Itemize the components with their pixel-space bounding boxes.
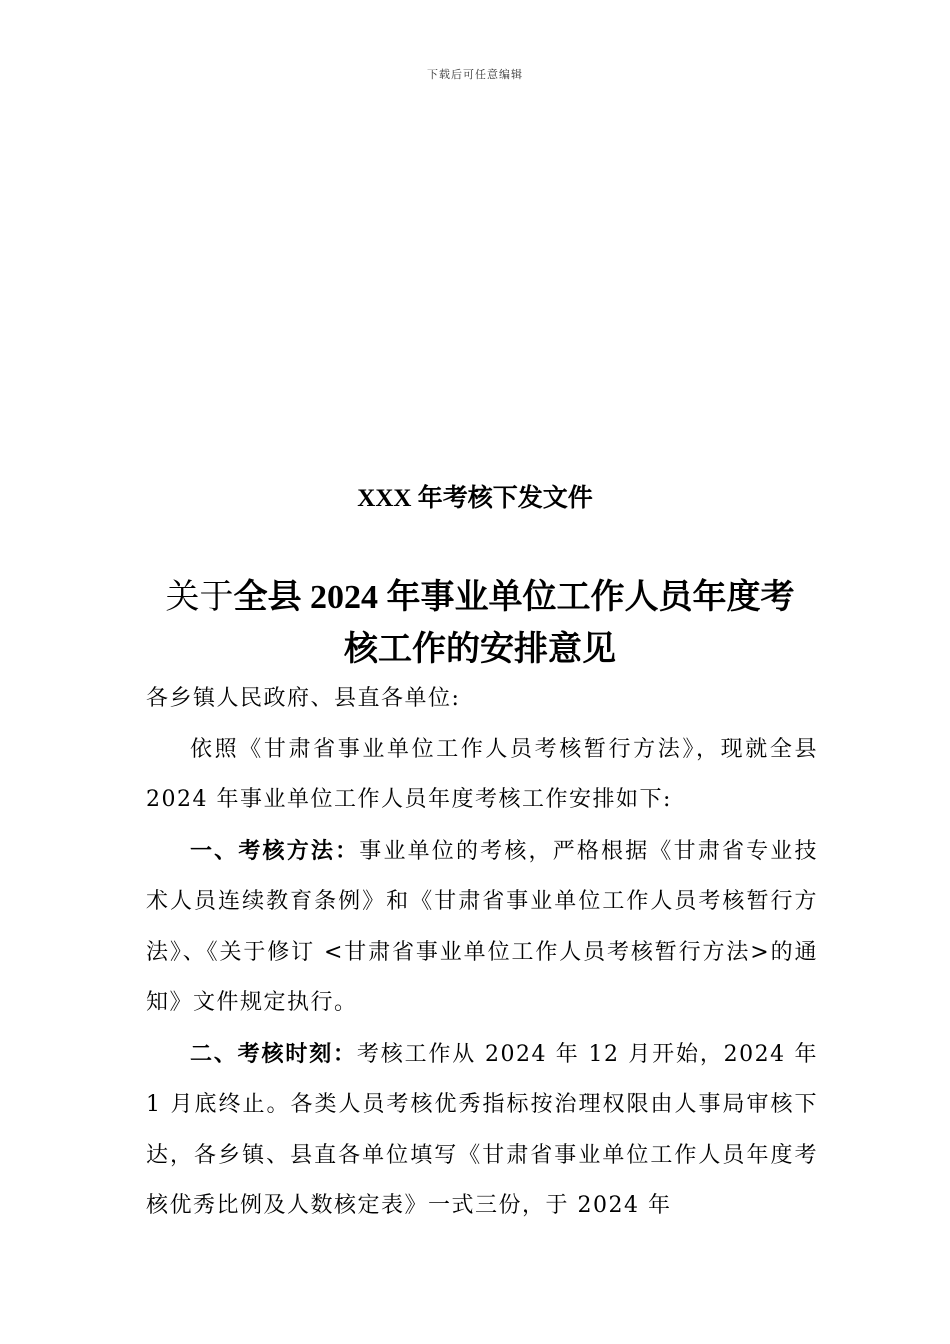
document-label: XXX 年考核下发文件 xyxy=(357,485,593,512)
section-1-heading: 一、考核方法： xyxy=(190,837,360,864)
header-note: 下载后可任意编辑 xyxy=(427,68,523,81)
paragraph-intro: 依照《甘肃省事业单位工作人员考核暂行方法》，现就全县 2024 年事业单位工作人员年度考核工作安排如下: xyxy=(146,736,818,812)
title-lead: 关于 xyxy=(165,579,234,616)
section-1-text: 事业单位的考核，严格根据《甘肃省专业技术人员连续教育条例》和《甘肃省事业单位工作人员考核暂行方法》、《关于修订 <甘肃省事业单位工作人员考核暂行方法>的通知》文件规定执行。 xyxy=(146,838,818,1015)
salutation: 各乡镇人民政府、县直各单位: xyxy=(146,686,461,711)
document-title xyxy=(130,572,830,676)
title-line-2: 核工作的安排意见 xyxy=(344,631,616,668)
title-line-1-rest: 全县 2024 年事业单位工作人员年度考 xyxy=(233,579,795,616)
section-2-text: 考核工作从 2024 年 12 月开始，2024 年 1 月底终止。各类人员考核优秀指标按治理权限由人事局审核下达，各乡镇、县直各单位填写《甘肃省事业单位工作人员年度考核优秀比例及人数核定表》一式三份，于 2024 年 xyxy=(146,1041,818,1218)
title-line-1 xyxy=(130,572,830,624)
section-assessment-time xyxy=(146,1029,818,1232)
section-2-heading: 二、考核时刻： xyxy=(190,1040,357,1067)
section-assessment-method xyxy=(146,826,818,1029)
document-body xyxy=(146,674,818,1232)
